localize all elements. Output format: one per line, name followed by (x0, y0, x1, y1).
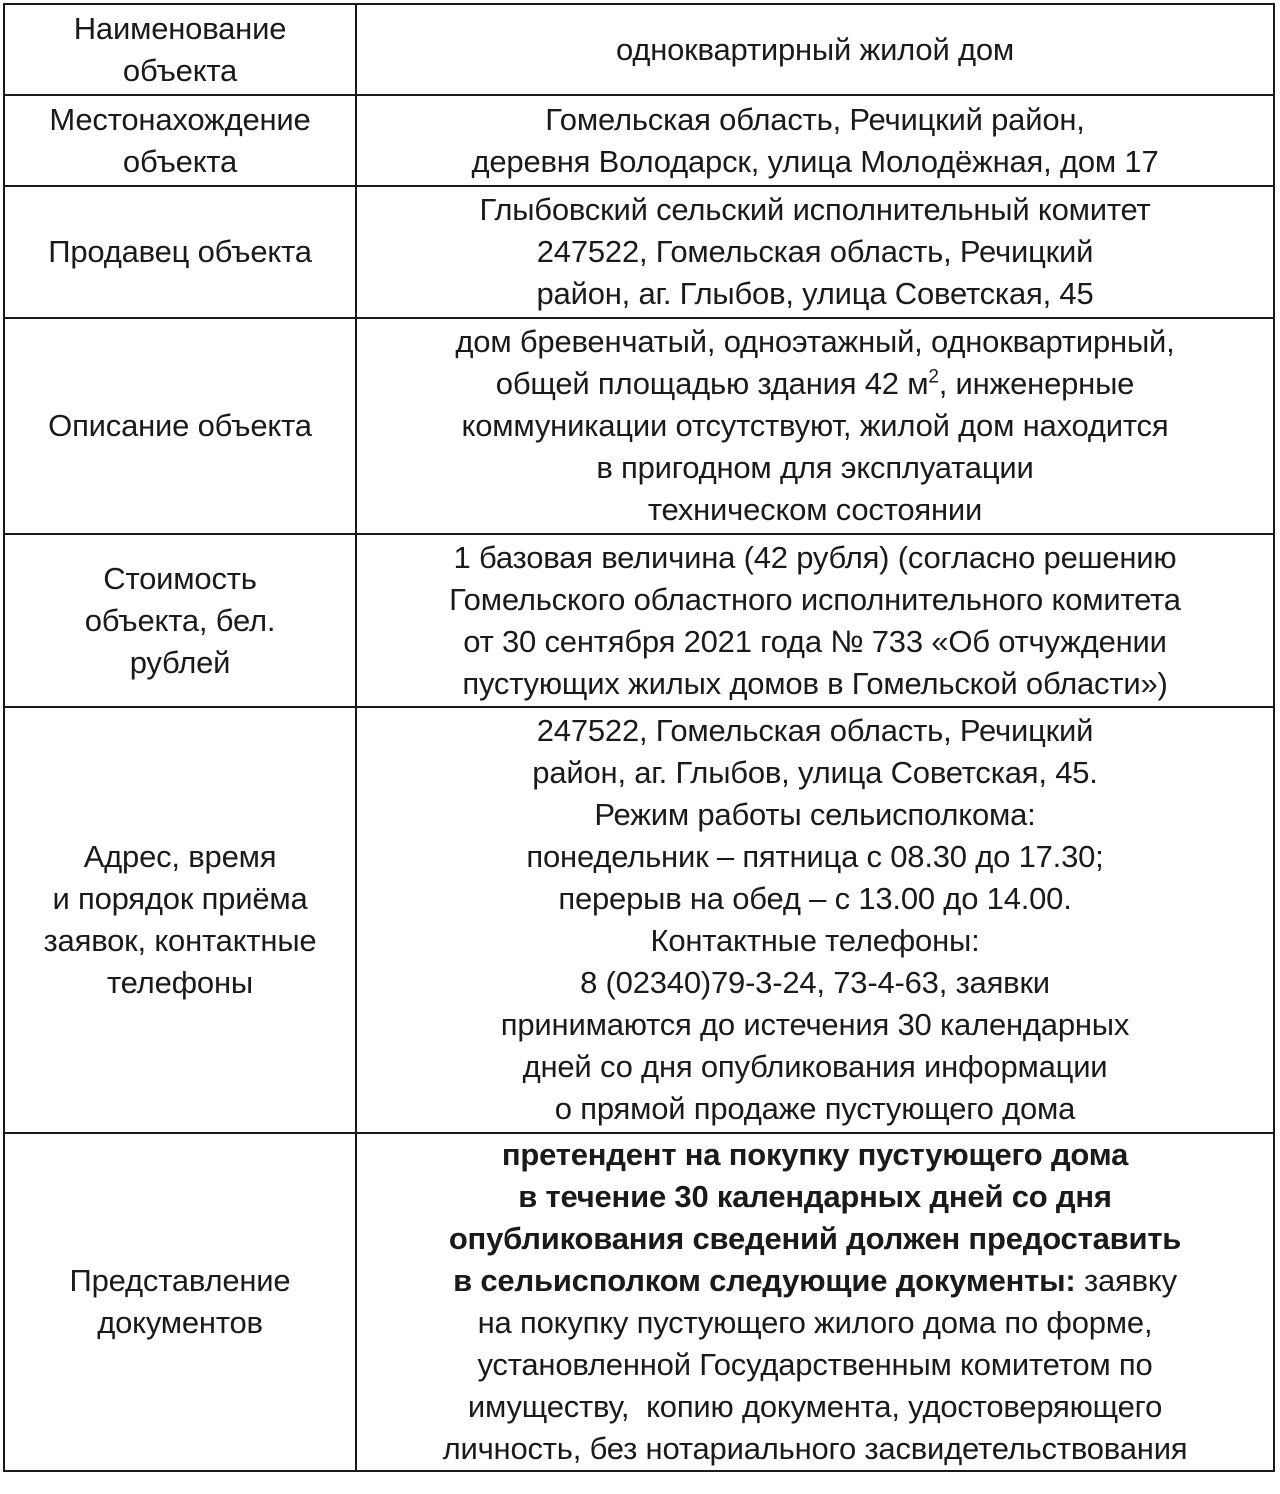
label-cell (4, 186, 356, 318)
value-line: имуществу, копию документа, удостоверяющего (467, 1389, 1163, 1424)
value-line: перерыв на обед – с 13.00 до 14.00. (558, 881, 1072, 916)
value-line: в пригодном для эксплуатации (596, 450, 1034, 485)
value-cell (356, 95, 1274, 186)
value-line: 1 базовая величина (42 рубля) (согласно решению (453, 539, 1177, 575)
label-cell (4, 707, 356, 1133)
label-cell (4, 1133, 356, 1471)
value-line: Глыбовский сельский исполнительный комитет (479, 192, 1151, 227)
label-line: заявок, контактные (43, 923, 317, 958)
label-cell (4, 4, 356, 95)
label-line: Местонахождение (49, 101, 311, 137)
value-line: Гомельского областного исполнительного комитета (449, 581, 1181, 617)
label-line: Наименование (73, 10, 287, 46)
label-line: рублей (129, 644, 231, 680)
value-line: о прямой продаже пустующего дома (554, 1091, 1076, 1126)
area-text: общей площадью здания 42 м (495, 366, 929, 401)
label-line: объекта (122, 143, 238, 179)
value-cell (356, 707, 1274, 1133)
table-row-seller (4, 186, 1274, 318)
value-line: коммуникации отсутствуют, жилой дом находится (461, 408, 1169, 443)
value-line: личность, без нотариального засвидетельствования (442, 1431, 1188, 1466)
label-line: Стоимость (103, 560, 257, 596)
value-line: установленной Государственным комитетом по (477, 1347, 1153, 1382)
value-line: от 30 сентября 2021 года № 733 «Об отчуждении (463, 623, 1167, 659)
table-row-description (4, 318, 1274, 534)
table-row-name (4, 4, 1274, 95)
value-cell (356, 4, 1274, 95)
value-line: район, аг. Глыбов, улица Советская, 45 (536, 276, 1094, 311)
label-line: Описание объекта (48, 408, 312, 443)
bold-line: опубликования сведений должен предоставить (448, 1221, 1182, 1256)
mixed-line (365, 1260, 1265, 1302)
bold-text: в сельисполком следующие документы: (453, 1263, 1076, 1298)
table-row-location (4, 95, 1274, 186)
normal-text: заявку (1075, 1263, 1177, 1298)
area-text-tail: , инженерные (938, 366, 1135, 401)
value-cell (356, 186, 1274, 318)
label-cell (4, 318, 356, 534)
table-row-address-contacts (4, 707, 1274, 1133)
label-line: объекта (122, 52, 238, 88)
superscript-exponent: 2 (928, 366, 939, 388)
value-line: одноквартирный жилой дом (615, 31, 1015, 67)
value-line: 247522, Гомельская область, Речицкий (536, 234, 1094, 269)
value-cell (356, 318, 1274, 534)
label-line: и порядок приёма (52, 881, 308, 916)
table-row-price (4, 534, 1274, 707)
value-line: 8 (02340)79-3-24, 73-4-63, заявки (580, 965, 1050, 1000)
value-line: принимаются до истечения 30 календарных (500, 1007, 1130, 1042)
value-line: дней со дня опубликования информации (522, 1049, 1108, 1084)
value-line: район, аг. Глыбов, улица Советская, 45. (532, 755, 1098, 790)
label-line: Адрес, время (83, 839, 277, 874)
value-line-area (365, 363, 1265, 405)
object-info-table (3, 3, 1275, 1472)
label-cell (4, 534, 356, 707)
value-line: 247522, Гомельская область, Речицкий (536, 713, 1094, 748)
value-line: Гомельская область, Речицкий район, (545, 101, 1085, 137)
label-line: телефоны (107, 965, 253, 1000)
value-cell (356, 534, 1274, 707)
value-line: пустующих жилых домов в Гомельской области») (462, 665, 1168, 701)
value-line: Режим работы сельисполкома: (594, 797, 1036, 832)
label-line: документов (97, 1305, 263, 1340)
value-line: техническом состоянии (647, 492, 983, 527)
bold-line: претендент на покупку пустующего дома (501, 1137, 1129, 1172)
value-line: дом бревенчатый, одноэтажный, одноквартирный, (455, 324, 1175, 359)
table-row-documents (4, 1133, 1274, 1471)
label-line: Представление (69, 1263, 291, 1298)
value-cell (356, 1133, 1274, 1471)
value-line: на покупку пустующего жилого дома по форме, (477, 1305, 1153, 1340)
bold-line: в течение 30 календарных дней со дня (518, 1179, 1112, 1214)
value-line: деревня Володарск, улица Молодёжная, дом 17 (471, 143, 1159, 179)
value-line: понедельник – пятница с 08.30 до 17.30; (526, 839, 1104, 874)
label-line: Продавец объекта (48, 234, 312, 269)
label-cell (4, 95, 356, 186)
label-line: объекта, бел. (84, 602, 276, 638)
value-line: Контактные телефоны: (650, 923, 980, 958)
